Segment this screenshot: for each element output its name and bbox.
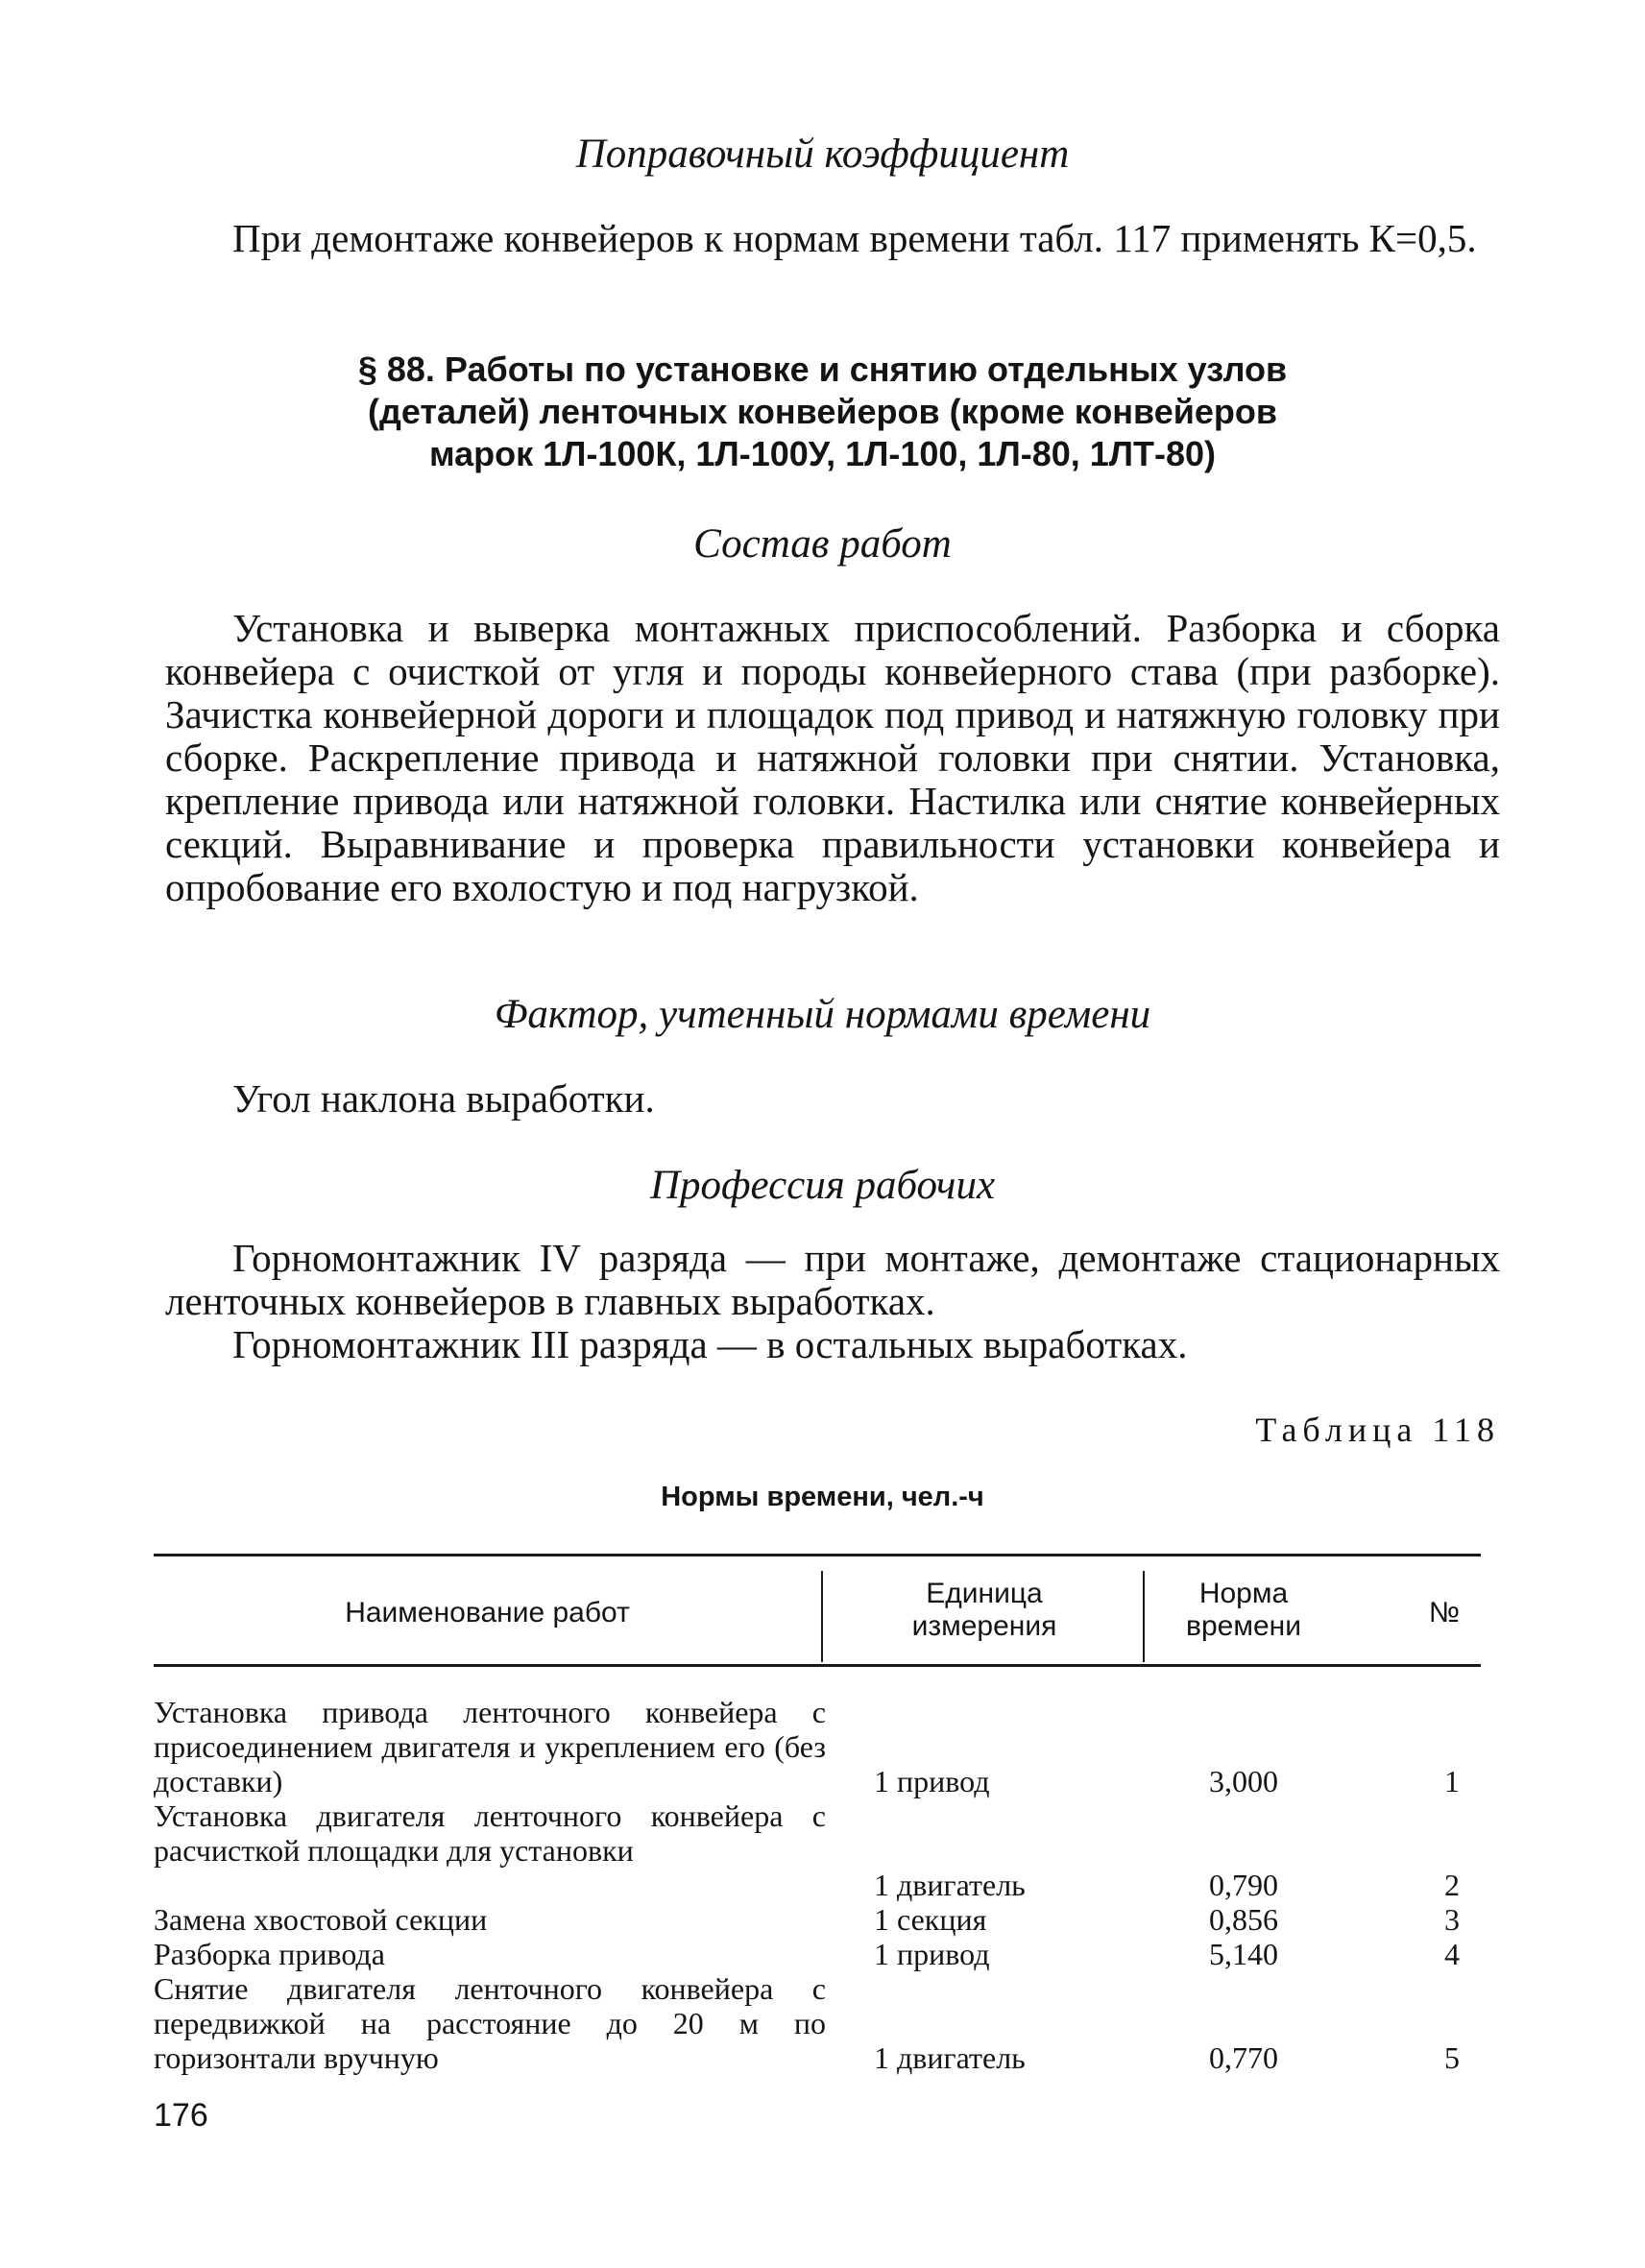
row-number: 3	[1444, 1902, 1460, 1937]
table-subtitle: Нормы времени, чел.-ч	[661, 1482, 984, 1512]
factor-paragraph: Угол наклона выработки.	[232, 1076, 655, 1121]
profession-paragraph-2: Горномонтажник III разряда — в остальных выработках.	[232, 1322, 1188, 1366]
table-column-divider	[1143, 1571, 1145, 1662]
row-norm: 0,856	[1209, 1902, 1278, 1937]
header-unit	[826, 1578, 1143, 1643]
section-88-heading-line-2: (деталей) ленточных конвейеров (кроме конвейеров	[367, 392, 1277, 431]
composition-title: Состав работ	[693, 521, 952, 567]
header-unit-line-1: Единица	[926, 1578, 1043, 1609]
header-name: Наименование работ	[345, 1597, 630, 1629]
header-unit-line-2: измерения	[911, 1610, 1057, 1642]
header-number: №	[1428, 1597, 1460, 1629]
header-norm	[1148, 1578, 1340, 1643]
profession-paragraph-1: Горномонтажник IV разряда — при монтаже, демонтаже стационарных ленточных конвейеров в главных выработках.	[165, 1236, 1500, 1323]
composition-paragraph: Установка и выверка монтажных приспособлений. Разборка и сборка конвейера с очисткой от угля и породы конвейерного става (при разборке). Зачистка конвейерной дороги и площадок под привод и натяжную головку при сборке. Раскрепление привода и натяжной головки при снятии. Установка, крепление привода или натяжной головки. Настилка или снятие конвейерных секций. Выравнивание и проверка правильности установки конвейера и опробование его вхолостую и под нагрузкой.	[165, 606, 1500, 909]
table-column-divider	[821, 1571, 823, 1662]
table-top-rule	[154, 1554, 1481, 1556]
row-name: Снятие двигателя ленточного конвейера с передвижкой на расстояние до 20 м по горизонтали вручную	[154, 1971, 826, 2075]
row-name: Установка привода ленточного конвейера с присоединением двигателя и укреплением его (без доставки)	[154, 1695, 826, 1798]
correction-title: Поправочный коэффициент	[575, 132, 1070, 177]
section-88-heading-line-1: § 88. Работы по установке и снятию отдельных узлов	[357, 350, 1288, 389]
row-norm: 3,000	[1209, 1764, 1278, 1798]
correction-paragraph: При демонтаже конвейеров к нормам времени табл. 117 применять К=0,5.	[232, 216, 1477, 260]
table-caption: Таблица 118	[1255, 1411, 1500, 1449]
row-norm: 0,770	[1209, 2040, 1278, 2075]
row-norm: 0,790	[1209, 1868, 1278, 1902]
row-unit: 1 привод	[874, 1937, 990, 1971]
row-unit: 1 двигатель	[874, 2040, 1026, 2075]
factor-title: Фактор, учтенный нормами времени	[494, 992, 1151, 1037]
header-norm-line-2: времени	[1186, 1610, 1301, 1642]
header-norm-line-1: Норма	[1198, 1578, 1289, 1609]
row-number: 4	[1444, 1937, 1460, 1971]
row-number: 1	[1444, 1764, 1460, 1798]
row-unit: 1 двигатель	[874, 1868, 1026, 1902]
page-number: 176	[154, 2097, 208, 2134]
row-name: Установка двигателя ленточного конвейера с расчисткой площадки для установки	[154, 1798, 826, 1868]
section-88-heading-line-3: марок 1Л-100К, 1Л-100У, 1Л-100, 1Л-80, 1ЛТ-80)	[428, 434, 1217, 473]
table-header-rule	[154, 1664, 1481, 1667]
row-number: 2	[1444, 1868, 1460, 1902]
row-number: 5	[1444, 2040, 1460, 2075]
row-name: Замена хвостовой секции	[154, 1902, 488, 1937]
row-norm: 5,140	[1209, 1937, 1278, 1971]
row-unit: 1 секция	[874, 1902, 987, 1937]
section-88-heading	[0, 349, 1645, 475]
profession-title: Профессия рабочих	[649, 1163, 996, 1208]
row-name: Разборка привода	[154, 1937, 385, 1971]
row-unit: 1 привод	[874, 1764, 990, 1798]
